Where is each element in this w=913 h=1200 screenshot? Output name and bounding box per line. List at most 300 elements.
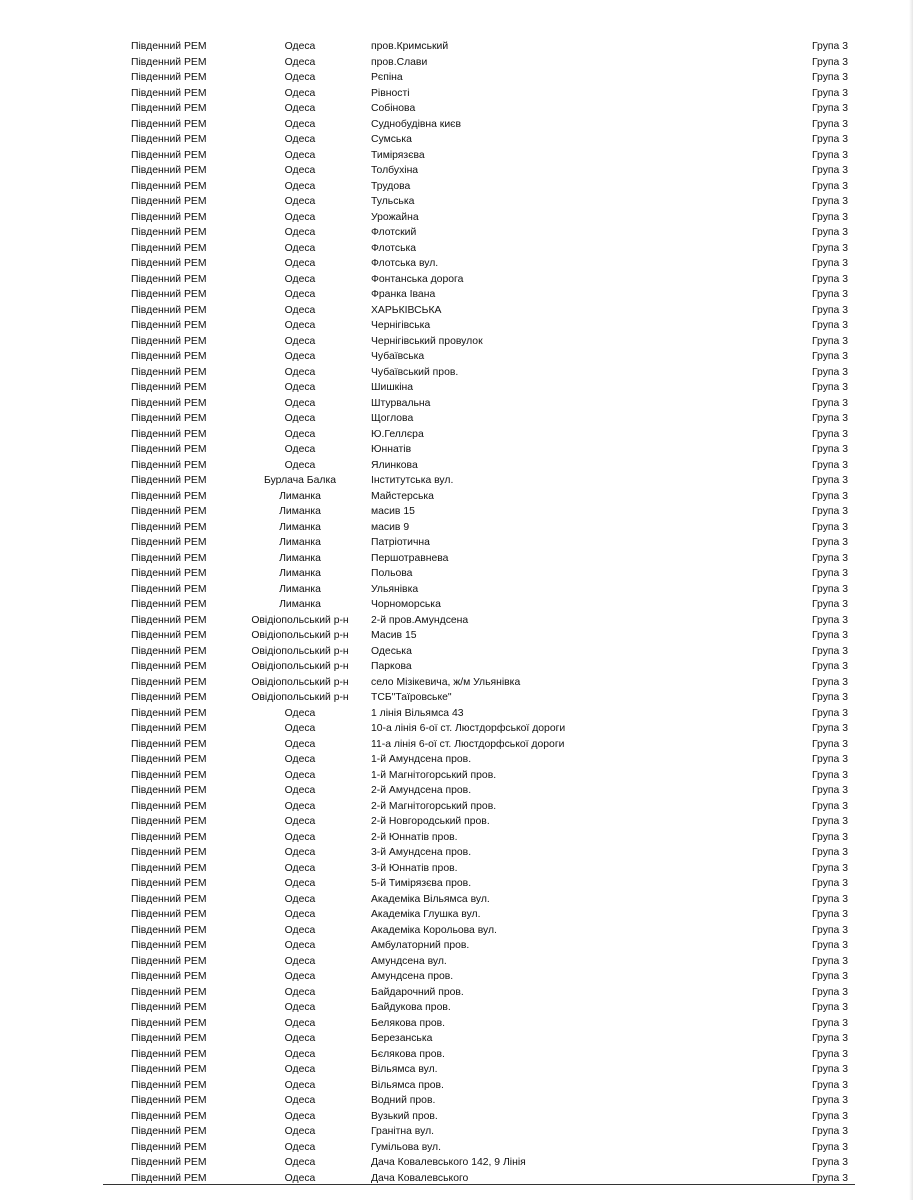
street-cell: Байдарочний пров.: [371, 986, 464, 998]
rem-cell: Південний РЕМ: [131, 351, 207, 362]
table-row: [0, 241, 913, 257]
table-row: [0, 985, 913, 1001]
rem-cell: Південний РЕМ: [131, 661, 207, 672]
table-row: [0, 318, 913, 334]
table-row: [0, 194, 913, 210]
street-cell: Сумська: [371, 134, 412, 145]
locality-cell: Овідіопольський р-н: [251, 661, 349, 672]
locality-cell: Одеса: [284, 1002, 316, 1013]
group-cell: Група 3: [812, 289, 848, 300]
group-cell: Група 3: [812, 366, 848, 378]
table-row: [0, 535, 913, 551]
table-row: [0, 799, 913, 815]
street-cell: 2-й Новгородський пров.: [371, 816, 490, 827]
group-cell: Група 3: [812, 149, 848, 161]
locality-cell: Лиманка: [279, 583, 321, 595]
table-row: [0, 1078, 913, 1094]
street-cell: Гумільова вул.: [371, 1141, 441, 1153]
street-cell: Щоглова: [371, 413, 414, 424]
rem-cell: Південний РЕМ: [131, 940, 207, 951]
table-row: [0, 628, 913, 644]
group-cell: Група 3: [812, 258, 848, 269]
street-cell: 2-й Амундсена пров.: [371, 785, 472, 796]
outage-schedule-table: [0, 39, 913, 1186]
street-cell: 11-а лінія 6-ої ст. Люстдорфської дороги: [371, 738, 565, 750]
group-cell: Група 3: [812, 87, 848, 99]
group-cell: Група 3: [812, 1172, 848, 1184]
group-cell: Група 3: [812, 444, 848, 455]
rem-cell: Південний РЕМ: [131, 676, 207, 688]
street-cell: Амбулаторний пров.: [371, 940, 470, 951]
group-cell: Група 3: [812, 862, 848, 874]
group-cell: Група 3: [812, 56, 848, 68]
rem-cell: Південний РЕМ: [131, 1033, 207, 1044]
street-cell: 2-й Юннатів пров.: [371, 831, 458, 843]
street-cell: Белякова пров.: [371, 1017, 446, 1029]
table-row: [0, 489, 913, 505]
group-cell: Група 3: [812, 909, 848, 920]
locality-cell: Лиманка: [279, 599, 321, 610]
locality-cell: Лиманка: [279, 552, 321, 564]
street-cell: Дача Ковалевського 142, 9 Лінія: [371, 1157, 526, 1168]
rem-cell: Південний РЕМ: [131, 816, 207, 827]
table-row: [0, 1109, 913, 1125]
rem-cell: Південний РЕМ: [131, 1172, 207, 1184]
rem-cell: Південний РЕМ: [131, 971, 207, 982]
street-cell: Академіка Вільямса вул.: [371, 893, 490, 905]
rem-cell: Південний РЕМ: [131, 878, 207, 889]
locality-cell: Одеса: [284, 893, 316, 905]
rem-cell: Південний РЕМ: [131, 1048, 207, 1060]
table-row: [0, 1093, 913, 1109]
table-row: [0, 566, 913, 582]
table-row: [0, 334, 913, 350]
group-cell: Група 3: [812, 1002, 848, 1013]
rem-cell: Південний РЕМ: [131, 382, 207, 393]
table-row: [0, 597, 913, 613]
locality-cell: Одеса: [284, 986, 316, 998]
street-cell: Суднобудівна києв: [371, 118, 461, 130]
rem-cell: Південний РЕМ: [131, 273, 207, 285]
rem-cell: Південний РЕМ: [131, 692, 207, 703]
rem-cell: Південний РЕМ: [131, 645, 207, 657]
locality-cell: Овідіопольський р-н: [251, 630, 349, 641]
group-cell: Група 3: [812, 459, 848, 471]
table-row: [0, 504, 913, 520]
locality-cell: Одеса: [284, 1110, 316, 1122]
group-cell: Група 3: [812, 878, 848, 889]
rem-cell: Південний РЕМ: [131, 800, 207, 812]
table-row: [0, 783, 913, 799]
rem-cell: Південний РЕМ: [131, 149, 207, 161]
rem-cell: Південний РЕМ: [131, 723, 207, 734]
locality-cell: Одеса: [284, 723, 316, 734]
rem-cell: Південний РЕМ: [131, 41, 207, 52]
table-row: [0, 427, 913, 443]
rem-cell: Південний РЕМ: [131, 413, 207, 424]
table-row: [0, 551, 913, 567]
group-cell: Група 3: [812, 242, 848, 254]
rem-cell: Південний РЕМ: [131, 1126, 207, 1137]
street-cell: 2-й пров.Амундсена: [371, 614, 469, 626]
street-cell: Чубаївська: [371, 351, 425, 362]
rem-cell: Південний РЕМ: [131, 862, 207, 874]
locality-cell: Одеса: [284, 366, 316, 378]
group-cell: Група 3: [812, 630, 848, 641]
street-cell: Флотська: [371, 242, 417, 254]
group-cell: Група 3: [812, 754, 848, 765]
table-row: [0, 473, 913, 489]
table-row: [0, 923, 913, 939]
street-cell: Дача Ковалевського: [371, 1172, 469, 1184]
locality-cell: Одеса: [284, 769, 316, 781]
street-cell: Тимірязєва: [371, 149, 425, 161]
group-cell: Група 3: [812, 397, 848, 409]
street-cell: 5-й Тимірязєва пров.: [371, 878, 472, 889]
group-cell: Група 3: [812, 614, 848, 626]
table-row: [0, 272, 913, 288]
table-row: [0, 814, 913, 830]
locality-cell: Одеса: [284, 118, 316, 130]
table-row: [0, 70, 913, 86]
rem-cell: Південний РЕМ: [131, 490, 207, 502]
group-cell: Група 3: [812, 413, 848, 424]
locality-cell: Одеса: [284, 273, 316, 285]
street-cell: Толбухіна: [371, 165, 419, 176]
locality-cell: Одеса: [284, 459, 316, 471]
street-cell: Гранітна вул.: [371, 1126, 435, 1137]
group-cell: Група 3: [812, 196, 848, 207]
street-cell: Амундсена пров.: [371, 971, 454, 982]
rem-cell: Південний РЕМ: [131, 506, 207, 517]
group-cell: Група 3: [812, 1033, 848, 1044]
street-cell: Собінова: [371, 103, 416, 114]
street-cell: Першотравнева: [371, 552, 449, 564]
table-row: [0, 737, 913, 753]
table-row: [0, 659, 913, 675]
locality-cell: Одеса: [284, 413, 316, 424]
table-row: [0, 396, 913, 412]
rem-cell: Південний РЕМ: [131, 1157, 207, 1168]
street-cell: ХАРЬКІВСЬКА: [371, 304, 442, 316]
locality-cell: Одеса: [284, 955, 316, 967]
group-cell: Група 3: [812, 273, 848, 285]
table-row: [0, 39, 913, 55]
locality-cell: Лиманка: [279, 537, 321, 548]
group-cell: Група 3: [812, 351, 848, 362]
rem-cell: Південний РЕМ: [131, 707, 207, 719]
street-cell: Бєлякова пров.: [371, 1048, 445, 1060]
street-cell: Урожайна: [371, 211, 419, 223]
rem-cell: Південний РЕМ: [131, 320, 207, 331]
rem-cell: Південний РЕМ: [131, 304, 207, 316]
locality-cell: Одеса: [284, 444, 316, 455]
table-row: [0, 179, 913, 195]
table-row: [0, 303, 913, 319]
locality-cell: Одеса: [284, 1126, 316, 1137]
locality-cell: Одеса: [284, 103, 316, 114]
group-cell: Група 3: [812, 382, 848, 393]
street-cell: Шишкіна: [371, 382, 414, 393]
table-row: [0, 163, 913, 179]
table-row: [0, 907, 913, 923]
rem-cell: Південний РЕМ: [131, 754, 207, 765]
rem-cell: Південний РЕМ: [131, 103, 207, 114]
rem-cell: Південний РЕМ: [131, 1002, 207, 1013]
street-cell: Тульська: [371, 196, 415, 207]
rem-cell: Південний РЕМ: [131, 227, 207, 238]
street-cell: Одеська: [371, 645, 412, 657]
street-cell: пров.Кримський: [371, 41, 449, 52]
locality-cell: Одеса: [284, 1172, 316, 1184]
locality-cell: Овідіопольський р-н: [251, 614, 349, 626]
table-row: [0, 132, 913, 148]
locality-cell: Одеса: [284, 754, 316, 765]
street-cell: 1-й Амундсена пров.: [371, 754, 472, 765]
street-cell: Ю.Геллєра: [371, 428, 424, 440]
group-cell: Група 3: [812, 1017, 848, 1029]
group-cell: Група 3: [812, 893, 848, 905]
locality-cell: Одеса: [284, 1079, 316, 1091]
locality-cell: Одеса: [284, 738, 316, 750]
locality-cell: Одеса: [284, 397, 316, 409]
table-row: [0, 349, 913, 365]
group-cell: Група 3: [812, 661, 848, 672]
table-row: [0, 690, 913, 706]
table-row: [0, 954, 913, 970]
street-cell: 10-а лінія 6-ої ст. Люстдорфської дороги: [371, 723, 566, 734]
rem-cell: Південний РЕМ: [131, 893, 207, 905]
street-cell: 2-й Магнітогорський пров.: [371, 800, 497, 812]
locality-cell: Одеса: [284, 56, 316, 68]
table-row: [0, 613, 913, 629]
group-cell: Група 3: [812, 583, 848, 595]
street-cell: масив 15: [371, 506, 415, 517]
group-cell: Група 3: [812, 816, 848, 827]
street-cell: Березанська: [371, 1033, 433, 1044]
locality-cell: Лиманка: [279, 490, 321, 502]
rem-cell: Південний РЕМ: [131, 1141, 207, 1153]
group-cell: Група 3: [812, 180, 848, 192]
group-cell: Група 3: [812, 1157, 848, 1168]
table-row: [0, 706, 913, 722]
table-row: [0, 380, 913, 396]
locality-cell: Одеса: [284, 831, 316, 843]
street-cell: 3-й Юннатів пров.: [371, 862, 458, 874]
group-cell: Група 3: [812, 227, 848, 238]
rem-cell: Південний РЕМ: [131, 242, 207, 254]
locality-cell: Одеса: [284, 1033, 316, 1044]
rem-cell: Південний РЕМ: [131, 924, 207, 936]
rem-cell: Південний РЕМ: [131, 475, 207, 486]
table-row: [0, 752, 913, 768]
locality-cell: Одеса: [284, 304, 316, 316]
table-row: [0, 442, 913, 458]
locality-cell: Одеса: [284, 924, 316, 936]
group-cell: Група 3: [812, 831, 848, 843]
locality-cell: Одеса: [284, 180, 316, 192]
rem-cell: Південний РЕМ: [131, 769, 207, 781]
rem-cell: Південний РЕМ: [131, 831, 207, 843]
group-cell: Група 3: [812, 1064, 848, 1075]
locality-cell: Одеса: [284, 382, 316, 393]
locality-cell: Одеса: [284, 800, 316, 812]
rem-cell: Південний РЕМ: [131, 87, 207, 99]
locality-cell: Одеса: [284, 242, 316, 254]
locality-cell: Одеса: [284, 134, 316, 145]
locality-cell: Овідіопольський р-н: [251, 645, 349, 657]
rem-cell: Південний РЕМ: [131, 1110, 207, 1122]
locality-cell: Одеса: [284, 1064, 316, 1075]
rem-cell: Південний РЕМ: [131, 986, 207, 998]
locality-cell: Одеса: [284, 351, 316, 362]
street-cell: Амундсена вул.: [371, 955, 447, 967]
group-cell: Група 3: [812, 72, 848, 83]
locality-cell: Одеса: [284, 335, 316, 347]
table-row: [0, 148, 913, 164]
locality-cell: Одеса: [284, 847, 316, 858]
locality-cell: Овідіопольський р-н: [251, 676, 349, 688]
group-cell: Група 3: [812, 568, 848, 579]
rem-cell: Південний РЕМ: [131, 134, 207, 145]
table-row: [0, 876, 913, 892]
table-row: [0, 225, 913, 241]
locality-cell: Одеса: [284, 72, 316, 83]
group-cell: Група 3: [812, 521, 848, 533]
group-cell: Група 3: [812, 1079, 848, 1091]
rem-cell: Південний РЕМ: [131, 1017, 207, 1029]
rem-cell: Південний РЕМ: [131, 211, 207, 223]
street-cell: Ялинкова: [371, 459, 418, 471]
locality-cell: Одеса: [284, 816, 316, 827]
table-row: [0, 365, 913, 381]
group-cell: Група 3: [812, 723, 848, 734]
locality-cell: Одеса: [284, 211, 316, 223]
locality-cell: Одеса: [284, 940, 316, 951]
group-cell: Група 3: [812, 475, 848, 486]
group-cell: Група 3: [812, 707, 848, 719]
table-row: [0, 1016, 913, 1032]
group-cell: Група 3: [812, 1095, 848, 1106]
locality-cell: Одеса: [284, 909, 316, 920]
group-cell: Група 3: [812, 320, 848, 331]
table-row: [0, 458, 913, 474]
street-cell: Флотский: [371, 227, 417, 238]
street-cell: Паркова: [371, 661, 412, 672]
table-row: [0, 86, 913, 102]
locality-cell: Одеса: [284, 971, 316, 982]
locality-cell: Одеса: [284, 196, 316, 207]
locality-cell: Одеса: [284, 1095, 316, 1106]
locality-cell: Лиманка: [279, 506, 321, 517]
locality-cell: Одеса: [284, 707, 316, 719]
group-cell: Група 3: [812, 134, 848, 145]
locality-cell: Одеса: [284, 320, 316, 331]
locality-cell: Одеса: [284, 87, 316, 99]
locality-cell: Одеса: [284, 258, 316, 269]
table-row: [0, 101, 913, 117]
rem-cell: Південний РЕМ: [131, 738, 207, 750]
group-cell: Група 3: [812, 692, 848, 703]
street-cell: Майстерська: [371, 490, 434, 502]
rem-cell: Південний РЕМ: [131, 909, 207, 920]
rem-cell: Південний РЕМ: [131, 630, 207, 641]
street-cell: Чубаївський пров.: [371, 366, 459, 378]
street-cell: Рівності: [371, 87, 410, 99]
table-row: [0, 210, 913, 226]
locality-cell: Одеса: [284, 227, 316, 238]
group-cell: Група 3: [812, 428, 848, 440]
group-cell: Група 3: [812, 335, 848, 347]
street-cell: Вільямса пров.: [371, 1079, 444, 1091]
street-cell: Водний пров.: [371, 1095, 436, 1106]
table-row: [0, 644, 913, 660]
table-row: [0, 830, 913, 846]
group-cell: Група 3: [812, 1048, 848, 1060]
page-edge-shadow: [909, 0, 913, 1200]
table-row: [0, 1047, 913, 1063]
table-row: [0, 969, 913, 985]
table-row: [0, 861, 913, 877]
street-cell: 1-й Магнітогорський пров.: [371, 769, 497, 781]
street-cell: Флотська вул.: [371, 258, 439, 269]
rem-cell: Південний РЕМ: [131, 258, 207, 269]
rem-cell: Південний РЕМ: [131, 289, 207, 300]
group-cell: Група 3: [812, 785, 848, 796]
group-cell: Група 3: [812, 800, 848, 812]
rem-cell: Південний РЕМ: [131, 599, 207, 610]
table-row: [0, 256, 913, 272]
rem-cell: Південний РЕМ: [131, 583, 207, 595]
street-cell: Академіка Глушка вул.: [371, 909, 481, 920]
group-cell: Група 3: [812, 1126, 848, 1137]
street-cell: Чорноморська: [371, 599, 441, 610]
table-row: [0, 55, 913, 71]
rem-cell: Південний РЕМ: [131, 552, 207, 564]
locality-cell: Овідіопольський р-н: [251, 692, 349, 703]
table-row: [0, 845, 913, 861]
group-cell: Група 3: [812, 940, 848, 951]
rem-cell: Південний РЕМ: [131, 428, 207, 440]
rem-cell: Південний РЕМ: [131, 335, 207, 347]
rem-cell: Південний РЕМ: [131, 459, 207, 471]
rem-cell: Південний РЕМ: [131, 118, 207, 130]
locality-cell: Одеса: [284, 149, 316, 161]
group-cell: Група 3: [812, 552, 848, 564]
street-cell: Чернігівський провулок: [371, 335, 483, 347]
rem-cell: Південний РЕМ: [131, 1079, 207, 1091]
group-cell: Група 3: [812, 599, 848, 610]
group-cell: Група 3: [812, 490, 848, 502]
street-cell: ТСБ"Таїровське": [371, 692, 452, 703]
street-cell: Академіка Корольова вул.: [371, 924, 497, 936]
group-cell: Група 3: [812, 769, 848, 781]
street-cell: Франка Івана: [371, 289, 436, 300]
rem-cell: Південний РЕМ: [131, 614, 207, 626]
street-cell: Масив 15: [371, 630, 417, 641]
street-cell: Рєпіна: [371, 72, 403, 83]
rem-cell: Південний РЕМ: [131, 56, 207, 68]
street-cell: Трудова: [371, 180, 411, 192]
street-cell: 3-й Амундсена пров.: [371, 847, 472, 858]
group-cell: Група 3: [812, 986, 848, 998]
locality-cell: Одеса: [284, 289, 316, 300]
group-cell: Група 3: [812, 645, 848, 657]
group-cell: Група 3: [812, 103, 848, 114]
rem-cell: Південний РЕМ: [131, 397, 207, 409]
rem-cell: Південний РЕМ: [131, 1095, 207, 1106]
rem-cell: Південний РЕМ: [131, 196, 207, 207]
